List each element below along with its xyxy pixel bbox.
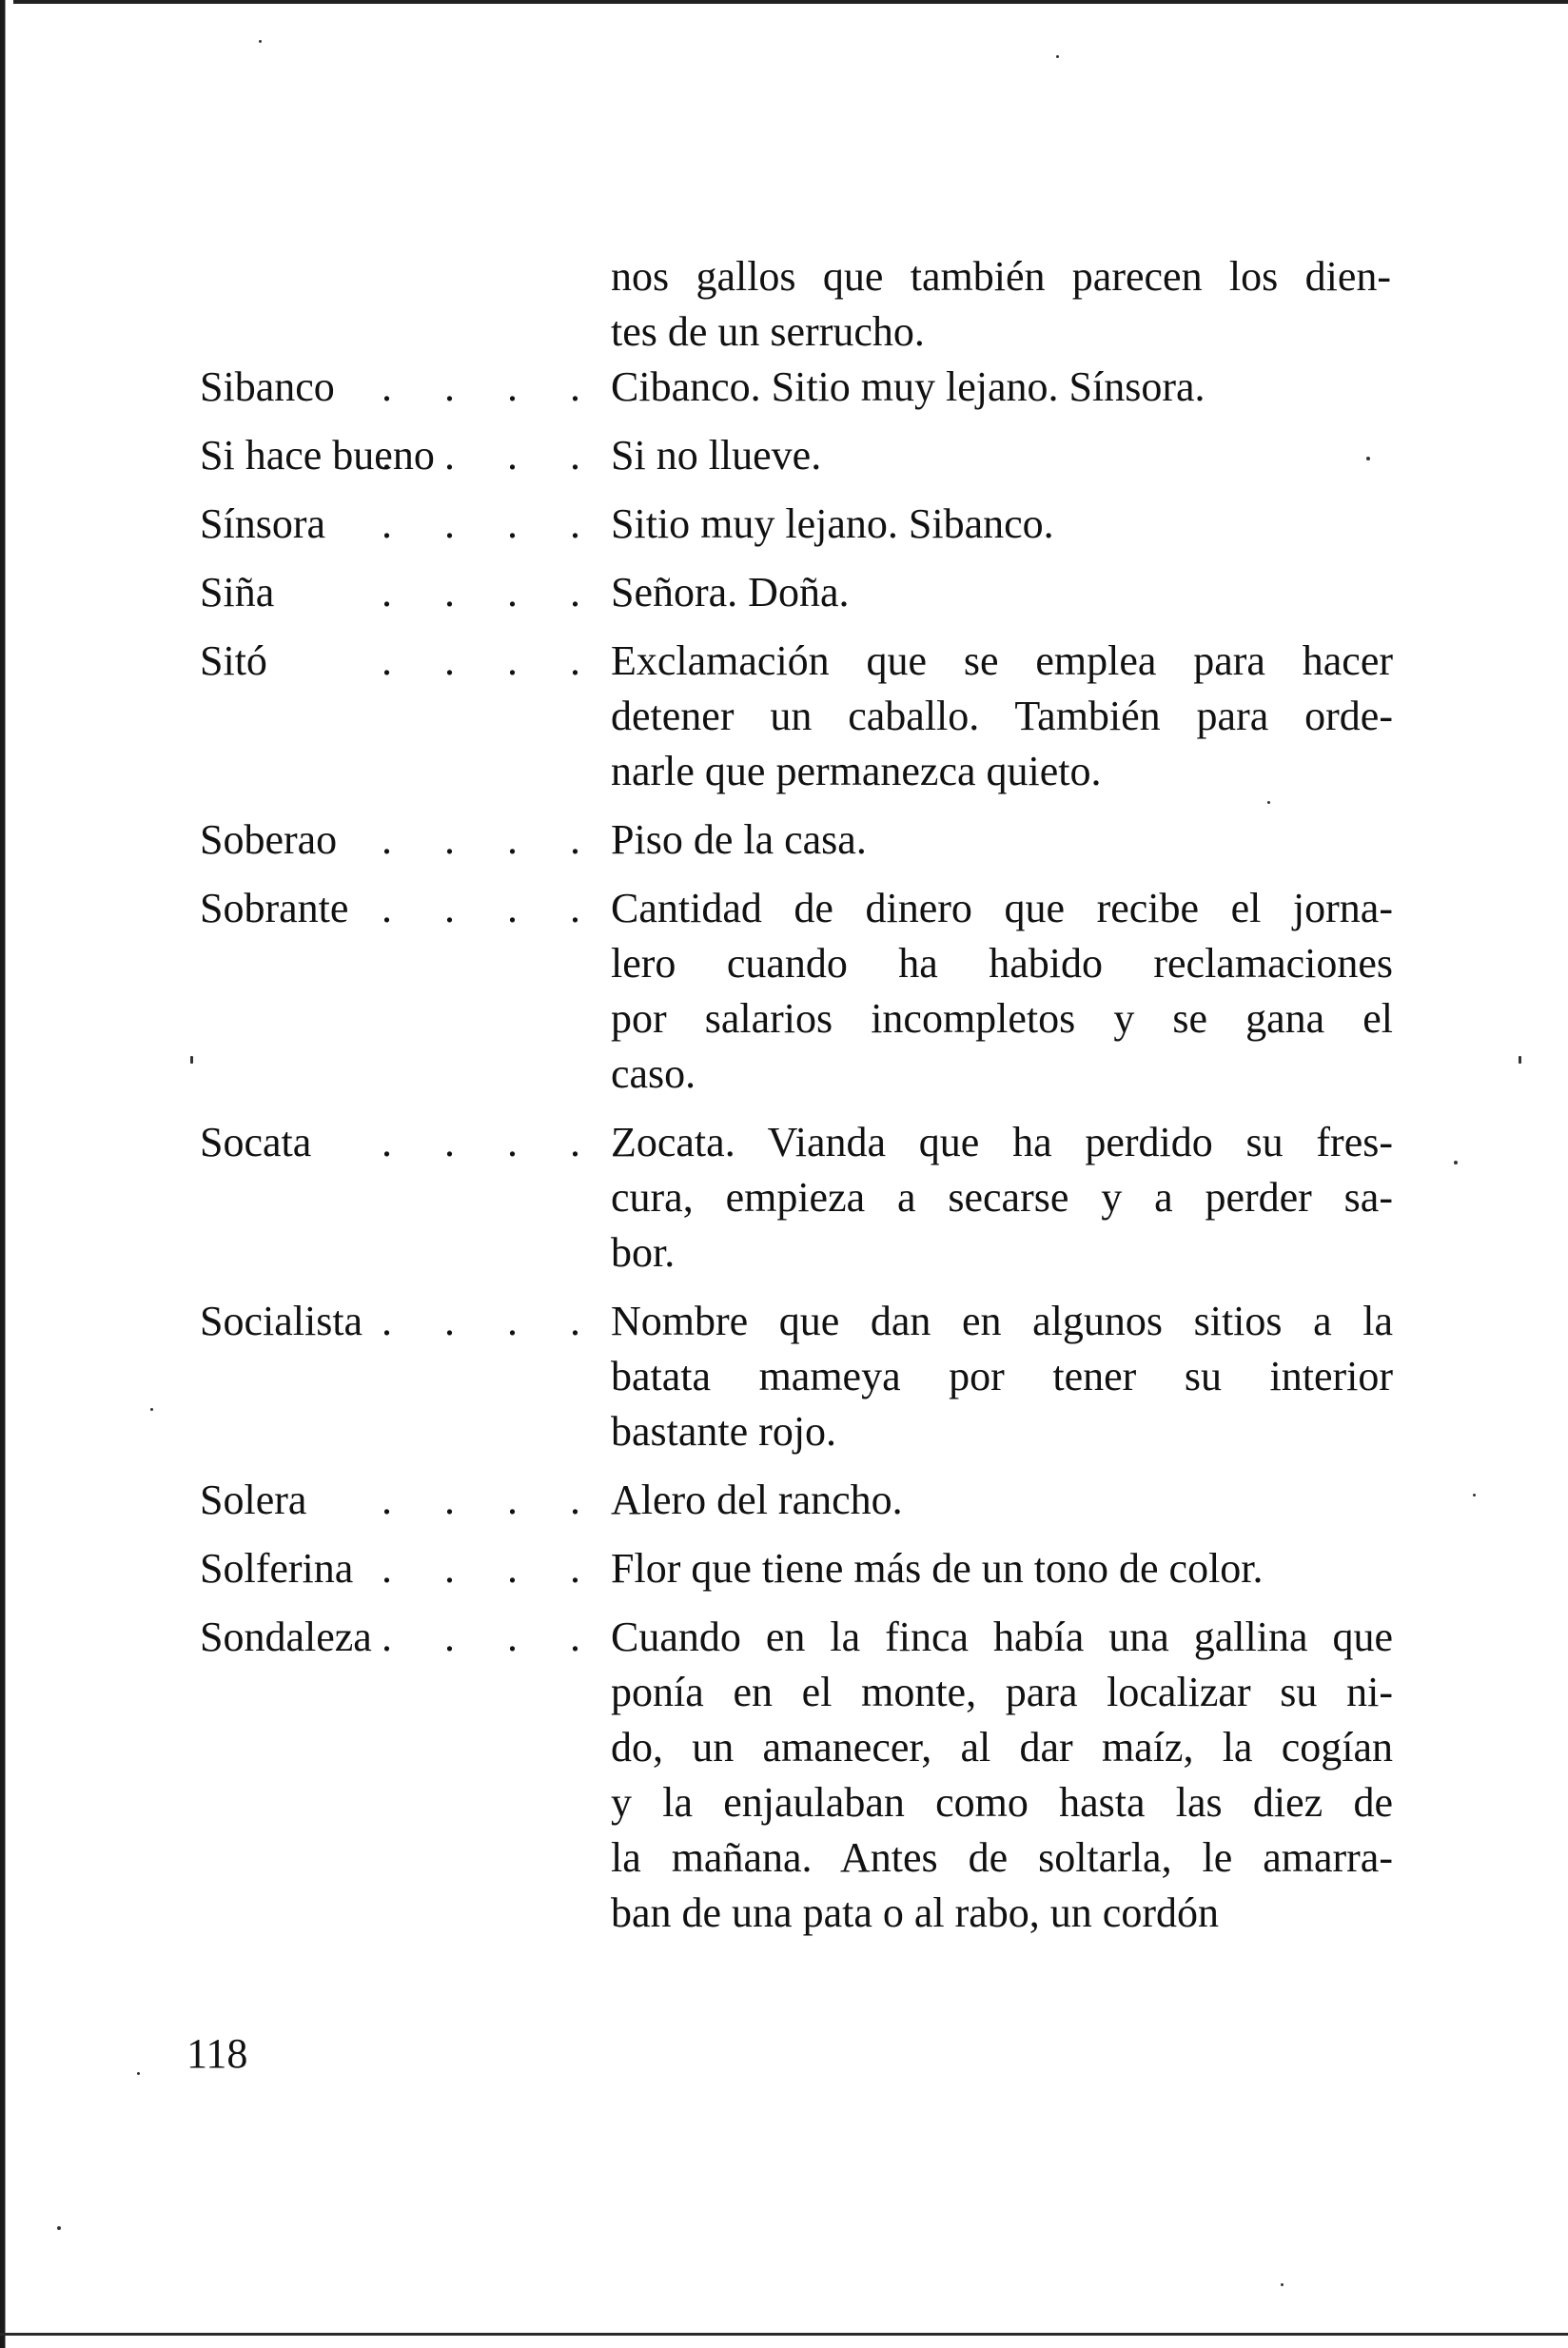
entry-term: Socata	[200, 1119, 312, 1165]
entry-term-cell	[0, 428, 611, 483]
glossary-entry	[0, 428, 1568, 483]
dot-leader: . . . .	[382, 1119, 601, 1165]
definition-line: y la enjaulaban como hasta las diez de	[611, 1779, 1393, 1826]
paper-speck	[1366, 457, 1370, 460]
dot-leader: . . . .	[382, 1477, 601, 1523]
definition-line: Si no llueve.	[611, 432, 822, 479]
glossary-entries	[0, 360, 1568, 1954]
entry-term-cell	[0, 497, 611, 552]
paper-speck	[137, 2072, 140, 2075]
entry-definition	[611, 497, 1393, 552]
definition-line: batata mameya por tener su interior	[611, 1353, 1393, 1399]
entry-definition	[611, 565, 1393, 620]
entry-term-cell	[0, 1610, 611, 1665]
definition-line: narle que permanezca quieto.	[611, 748, 1102, 794]
dot-leader: . . . .	[382, 1614, 601, 1660]
paper-speck	[150, 1408, 153, 1411]
definition-line: Exclamación que se emplea para hacer	[611, 637, 1393, 684]
definition-line: Nombre que dan en algunos sitios a la	[611, 1298, 1393, 1344]
glossary-entry	[0, 497, 1568, 552]
definition-line: nos gallos que también parecen los dien-	[611, 253, 1391, 300]
entry-term-cell	[0, 565, 611, 620]
definition-line: Zocata. Vianda que ha perdido su fres-	[611, 1119, 1393, 1165]
paper-speck	[1519, 1056, 1521, 1064]
definition-line: Señora. Doña.	[611, 569, 850, 616]
entry-term: Solferina	[200, 1545, 354, 1592]
definition-line: tes de un serrucho.	[611, 308, 925, 355]
entry-term: Sínsora	[200, 500, 325, 547]
page-top-edge	[0, 0, 1568, 4]
definition-line: Piso de la casa.	[611, 816, 867, 863]
entry-term-cell	[0, 1541, 611, 1596]
definition-line: lero cuando ha habido reclamaciones	[611, 940, 1393, 987]
glossary-entry	[0, 881, 1568, 1102]
dot-leader: . . . .	[382, 816, 601, 863]
definition-line: Alero del rancho.	[611, 1477, 903, 1523]
entry-term-cell	[0, 634, 611, 689]
entry-term-cell	[0, 1115, 611, 1170]
glossary-entry	[0, 634, 1568, 799]
definition-line: ponía en el monte, para localizar su ni-	[611, 1669, 1393, 1715]
definition-line: Cantidad de dinero que recibe el jorna-	[611, 885, 1393, 931]
entry-term-cell	[0, 1294, 611, 1349]
definition-line: Sitio muy lejano. Sibanco.	[611, 500, 1054, 547]
page-bottom-edge	[0, 2333, 1568, 2336]
definition-line: bastante rojo.	[611, 1408, 837, 1455]
entry-term-cell	[0, 881, 611, 936]
entry-definition	[611, 1473, 1393, 1528]
definition-line: Cuando en la finca había una gallina que	[611, 1614, 1393, 1660]
entry-definition	[611, 428, 1393, 483]
definition-line: Cibanco. Sitio muy lejano. Sínsora.	[611, 363, 1205, 410]
entry-definition	[611, 1610, 1393, 1941]
entry-definition	[611, 1541, 1393, 1596]
entry-term: Soberao	[200, 816, 338, 863]
continued-definition	[611, 249, 1391, 360]
entry-term-cell	[0, 360, 611, 415]
entry-term: Sobrante	[200, 885, 349, 931]
glossary-entry	[0, 360, 1568, 415]
dot-leader: . . . .	[382, 363, 601, 410]
entry-definition	[611, 1115, 1393, 1281]
paper-speck	[259, 40, 262, 43]
glossary-entry	[0, 1541, 1568, 1596]
entry-definition	[611, 881, 1393, 1102]
definition-line: bor.	[611, 1229, 676, 1276]
glossary-entry	[0, 1115, 1568, 1281]
dot-leader: . . . .	[382, 500, 601, 547]
paper-speck	[1267, 801, 1270, 804]
paper-speck	[1473, 1494, 1476, 1497]
paper-speck	[57, 2226, 61, 2230]
paper-speck	[1454, 1161, 1458, 1164]
definition-line: Flor que tiene más de un tono de color.	[611, 1545, 1264, 1592]
definition-line: caso.	[611, 1050, 696, 1097]
glossary-entry	[0, 1473, 1568, 1528]
definition-line: detener un caballo. También para orde-	[611, 693, 1393, 739]
glossary-entry	[0, 565, 1568, 620]
entry-term: Si hace bueno	[200, 432, 435, 479]
paper-speck	[190, 1056, 193, 1064]
dot-leader: . . . .	[382, 1545, 601, 1592]
dot-leader: . . . .	[382, 637, 601, 684]
entry-term: Sibanco	[200, 363, 335, 410]
entry-definition	[611, 634, 1393, 799]
entry-term: Sondaleza	[200, 1614, 372, 1660]
page-number: 118	[186, 2030, 248, 2077]
definition-line: la mañana. Antes de soltarla, le amarra-	[611, 1834, 1393, 1881]
entry-term: Siña	[200, 569, 275, 616]
entry-definition	[611, 1294, 1393, 1459]
entry-term: Sitó	[200, 637, 267, 684]
dot-leader: . . . .	[382, 569, 601, 616]
definition-line: do, un amanecer, al dar maíz, la cogían	[611, 1724, 1393, 1771]
glossary-entry	[0, 1294, 1568, 1459]
definition-line: por salarios incompletos y se gana el	[611, 995, 1393, 1042]
entry-term-cell	[0, 1473, 611, 1528]
entry-term-cell	[0, 812, 611, 868]
dot-leader: . . . .	[382, 432, 601, 479]
entry-definition	[611, 360, 1393, 415]
glossary-entry	[0, 812, 1568, 868]
dot-leader: . . . .	[382, 885, 601, 931]
definition-line: ban de una pata o al rabo, un cordón	[611, 1889, 1219, 1936]
paper-speck	[1056, 55, 1059, 58]
paper-speck	[1281, 2283, 1284, 2286]
glossary-entry	[0, 1610, 1568, 1941]
entry-definition	[611, 812, 1393, 868]
definition-line: cura, empieza a secarse y a perder sa-	[611, 1174, 1393, 1221]
dot-leader: . . . .	[382, 1298, 601, 1344]
entry-term: Solera	[200, 1477, 307, 1523]
entry-term: Socialista	[200, 1298, 363, 1344]
